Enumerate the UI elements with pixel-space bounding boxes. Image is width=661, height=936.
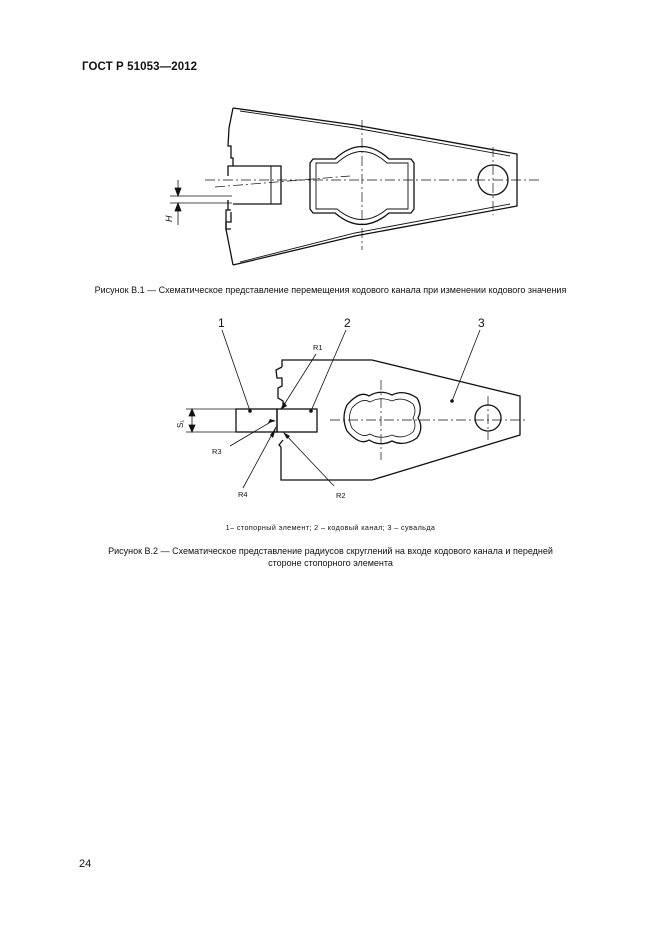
callout-3: 3 [478, 316, 485, 330]
document-header: ГОСТ Р 51053—2012 [82, 61, 198, 73]
figure-2-caption-line-2: стороне стопорного элемента [268, 558, 393, 568]
dimension-s1-label: S₁ [176, 419, 185, 428]
figure-2-legend: 1– стопорный элемент; 2 – кодовый канал; 3 – сувальда [225, 523, 436, 532]
callout-2: 2 [344, 316, 351, 330]
label-r1: R1 [313, 343, 323, 352]
lever-outline [226, 108, 517, 265]
figure-1-caption: Рисунок В.1 — Схематическое представление перемещения кодового канала при изменении кодового значения [94, 285, 567, 295]
label-r4: R4 [238, 490, 248, 499]
page-number: 24 [79, 858, 92, 870]
centerlines [205, 120, 540, 250]
label-r3: R3 [212, 447, 222, 456]
figure-2-drawing [0, 308, 661, 508]
figure-2-caption-line-1: Рисунок В.2 — Схематическое представление радиусов скруглений на входе кодового канала и передней [108, 546, 553, 556]
figure-1 [0, 95, 661, 275]
figure-1-drawing [0, 95, 661, 275]
dimension-s1 [186, 409, 236, 432]
leader-arrows [268, 402, 290, 439]
centerlines-2 [330, 380, 525, 460]
dimension-h-label: H [164, 215, 174, 222]
callout-1: 1 [218, 316, 225, 330]
dimension-h [170, 180, 232, 225]
figure-2 [0, 308, 661, 508]
label-r2: R2 [336, 491, 346, 500]
figure-2-caption [0, 545, 661, 569]
